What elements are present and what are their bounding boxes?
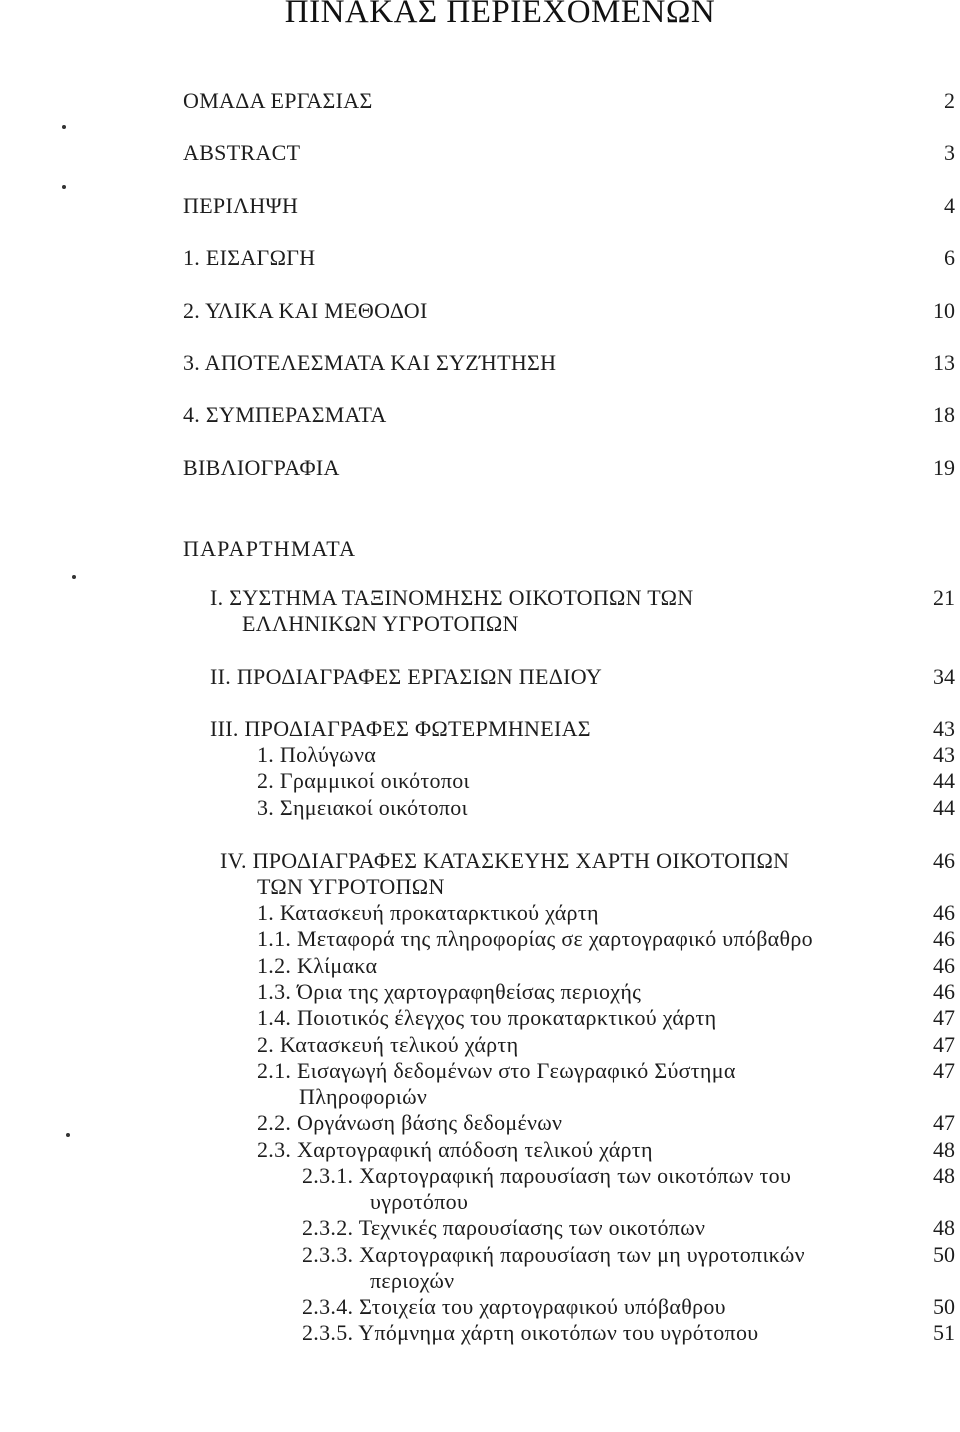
appendix-heading: ΠΑΡΑΡΤΗΜΑΤΑ bbox=[183, 536, 357, 561]
toc-entry-page: 50 bbox=[933, 1294, 955, 1319]
toc-entry-label: ABSTRACT bbox=[183, 140, 301, 165]
toc-entry-label: ΙΙ. ΠΡΟΔΙΑΓΡΑΦΕΣ ΕΡΓΑΣΙΩΝ ΠΕΔΙΟΥ bbox=[210, 664, 603, 689]
toc-entry-page: 18 bbox=[933, 402, 955, 427]
toc-entry-label: 4. ΣΥΜΠΕΡΑΣΜΑΤΑ bbox=[183, 402, 387, 427]
toc-entry-label: 1. ΕΙΣΑΓΩΓΗ bbox=[183, 245, 316, 270]
toc-entry-page: 6 bbox=[944, 245, 955, 270]
toc-entry-page: 51 bbox=[933, 1320, 955, 1345]
toc-entry-page: 48 bbox=[933, 1163, 955, 1188]
toc-entry-label: 2.2. Οργάνωση βάσης δεδομένων bbox=[257, 1110, 563, 1135]
toc-entry-label: 2.3.4. Στοιχεία του χαρτογραφικού υπόβαθρου bbox=[302, 1294, 726, 1319]
toc-entry-label: 1.4. Ποιοτικός έλεγχος του προκαταρκτικού χάρτη bbox=[257, 1005, 717, 1030]
toc-entry-page: 43 bbox=[933, 716, 955, 741]
toc-entry-label: 1.2. Κλίμακα bbox=[257, 953, 378, 978]
toc-entry-label-continued: περιοχών bbox=[370, 1268, 455, 1293]
toc-entry-label: Ι. ΣΥΣΤΗΜΑ ΤΑΞΙΝΟΜΗΣΗΣ ΟΙΚΟΤΟΠΩΝ ΤΩΝ bbox=[210, 585, 694, 610]
scan-speck bbox=[62, 125, 66, 129]
toc-entry-label-continued: ΤΩΝ ΥΓΡΟΤΟΠΩΝ bbox=[257, 874, 445, 899]
toc-entry-page: 50 bbox=[933, 1242, 955, 1267]
page-title: ΠΙΝΑΚΑΣ ΠΕΡΙΕΧΟΜΕΝΩΝ bbox=[284, 0, 716, 30]
toc-entry-page: 10 bbox=[933, 298, 955, 323]
toc-entry-page: 47 bbox=[933, 1110, 955, 1135]
toc-entry-page: 3 bbox=[944, 140, 955, 165]
toc-entry-page: 48 bbox=[933, 1215, 955, 1240]
toc-entry-label: 2. ΥΛΙΚΑ ΚΑΙ ΜΕΘΟΔΟΙ bbox=[183, 298, 428, 323]
toc-entry-page: 46 bbox=[933, 979, 955, 1004]
toc-entry-page: 19 bbox=[933, 455, 955, 480]
toc-entry-page: 34 bbox=[933, 664, 955, 689]
toc-entry-label: III. ΠΡΟΔΙΑΓΡΑΦΕΣ ΦΩΤΕΡΜΗΝΕΙΑΣ bbox=[210, 716, 591, 741]
scan-speck bbox=[62, 185, 66, 189]
toc-entry-label: 3. ΑΠΟΤΕΛΕΣΜΑΤΑ ΚΑΙ ΣΥΖΉΤΗΣΗ bbox=[183, 350, 557, 375]
toc-entry-label: IV. ΠΡΟΔΙΑΓΡΑΦΕΣ ΚΑΤΑΣΚΕΥΗΣ ΧΑΡΤΗ ΟΙΚΟΤΟΠΩΝ bbox=[220, 848, 790, 873]
toc-entry-page: 2 bbox=[944, 88, 955, 113]
toc-entry-label: 2. Κατασκευή τελικού χάρτη bbox=[257, 1032, 519, 1057]
toc-entry-label-continued: Πληροφοριών bbox=[299, 1084, 428, 1109]
toc-entry-label: 2.3.5. Υπόμνημα χάρτη οικοτόπων του υγρότοπου bbox=[302, 1320, 759, 1345]
toc-entry-label-continued: ΕΛΛΗΝΙΚΩΝ ΥΓΡΟΤΟΠΩΝ bbox=[242, 611, 519, 636]
scan-speck bbox=[66, 1133, 70, 1137]
toc-entry-label: ΠΕΡΙΛΗΨΗ bbox=[183, 193, 299, 218]
toc-entry-label: 2.3.2. Τεχνικές παρουσίασης των οικοτόπων bbox=[302, 1215, 706, 1240]
toc-entry-page: 46 bbox=[933, 848, 955, 873]
toc-entry-label: 1. Πολύγωνα bbox=[257, 742, 377, 767]
toc-entry-page: 48 bbox=[933, 1137, 955, 1162]
toc-entry-label: 2.1. Εισαγωγή δεδομένων στο Γεωγραφικό Σύστημα bbox=[257, 1058, 736, 1083]
toc-entry-page: 47 bbox=[933, 1005, 955, 1030]
toc-entry-page: 4 bbox=[944, 193, 955, 218]
toc-entry-label: 1.1. Μεταφορά της πληροφορίας σε χαρτογραφικό υπόβαθρο bbox=[257, 926, 813, 951]
toc-entry-label-continued: υγροτόπου bbox=[370, 1189, 469, 1214]
toc-entry-label: 2.3. Χαρτογραφική απόδοση τελικού χάρτη bbox=[257, 1137, 653, 1162]
toc-entry-page: 47 bbox=[933, 1032, 955, 1057]
toc-entry-label: ΟΜΑΔΑ ΕΡΓΑΣΙΑΣ bbox=[183, 88, 373, 113]
toc-entry-label: 3. Σημειακοί οικότοποι bbox=[257, 795, 468, 820]
toc-entry-label: 1. Κατασκευή προκαταρκτικού χάρτη bbox=[257, 900, 599, 925]
toc-entry-page: 46 bbox=[933, 900, 955, 925]
scan-speck bbox=[72, 575, 76, 579]
toc-entry-page: 43 bbox=[933, 742, 955, 767]
toc-entry-page: 46 bbox=[933, 953, 955, 978]
toc-entry-label: ΒΙΒΛΙΟΓΡΑΦΙΑ bbox=[183, 455, 340, 480]
toc-entry-page: 44 bbox=[933, 795, 955, 820]
toc-entry-label: 2.3.1. Χαρτογραφική παρουσίαση των οικοτόπων του bbox=[302, 1163, 792, 1188]
toc-entry-page: 44 bbox=[933, 768, 955, 793]
toc-entry-label: 2. Γραμμικοί οικότοποι bbox=[257, 768, 470, 793]
toc-entry-label: 2.3.3. Χαρτογραφική παρουσίαση των μη υγροτοπικών bbox=[302, 1242, 805, 1267]
toc-entry-page: 47 bbox=[933, 1058, 955, 1083]
toc-entry-page: 46 bbox=[933, 926, 955, 951]
toc-entry-page: 21 bbox=[933, 585, 955, 610]
toc-entry-label: 1.3. Όρια της χαρτογραφηθείσας περιοχής bbox=[257, 979, 642, 1004]
toc-entry-page: 13 bbox=[933, 350, 955, 375]
